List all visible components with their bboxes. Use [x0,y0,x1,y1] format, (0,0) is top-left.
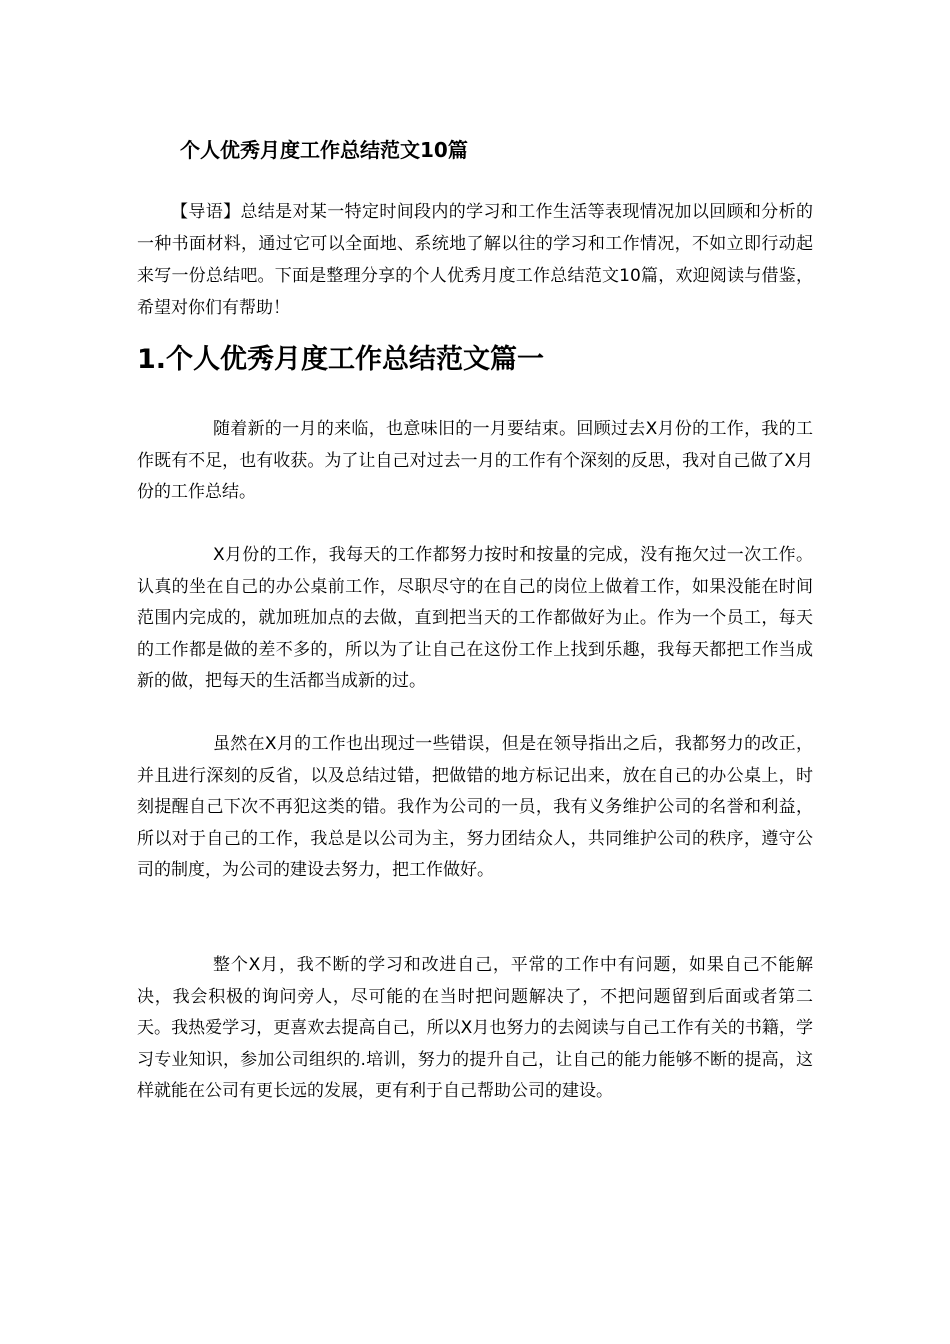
body-paragraph-4: 整个X月，我不断的学习和改进自己，平常的工作中有问题，如果自己不能解决，我会积极的询问旁人，尽可能的在当时把问题解决了，不把问题留到后面或者第二天。我热爱学习，更喜欢去提高自己，所以X月也努力的去阅读与自己工作有关的书籍，学习专业知识，参加公司组织的.培训，努力的提升自己，让自己的能力能够不断的提高，这样就能在公司有更长远的发展，更有利于自己帮助公司的建设。 [137,955,813,1101]
body-paragraph-2: X月份的工作，我每天的工作都努力按时和按量的完成，没有拖欠过一次工作。认真的坐在自己的办公桌前工作，尽职尽守的在自己的岗位上做着工作，如果没能在时间范围内完成的，就加班加点的去做，直到把当天的工作都做好为止。作为一个员工，每天的工作都是做的差不多的，所以为了让自己在这份工作上找到乐趣，我每天都把工作当成新的做，把每天的生活都当成新的过。 [137,545,813,691]
document-title: 个人优秀月度工作总结范文10篇 [180,138,468,162]
section-heading: 1.个人优秀月度工作总结范文篇一 [137,344,545,375]
intro-paragraph: 【导语】总结是对某一特定时间段内的学习和工作生活等表现情况加以回顾和分析的一种书面材料，通过它可以全面地、系统地了解以往的学习和工作情况，不如立即行动起来写一份总结吧。下面是整理分享的个人优秀月度工作总结范文10篇，欢迎阅读与借鉴，希望对你们有帮助！ [137,202,813,318]
body-paragraph-1: 随着新的一月的来临，也意味旧的一月要结束。回顾过去X月份的工作，我的工作既有不足，也有收获。为了让自己对过去一月的工作有个深刻的反思，我对自己做了X月份的工作总结。 [137,419,813,502]
body-paragraph-3: 虽然在X月的工作也出现过一些错误，但是在领导指出之后，我都努力的改正，并且进行深刻的反省，以及总结过错，把做错的地方标记出来，放在自己的办公桌上，时刻提醒自己下次不再犯这类的错。我作为公司的一员，我有义务维护公司的名誉和利益，所以对于自己的工作，我总是以公司为主，努力团结众人，共同维护公司的秩序，遵守公司的制度，为公司的建设去努力，把工作做好。 [137,734,813,880]
